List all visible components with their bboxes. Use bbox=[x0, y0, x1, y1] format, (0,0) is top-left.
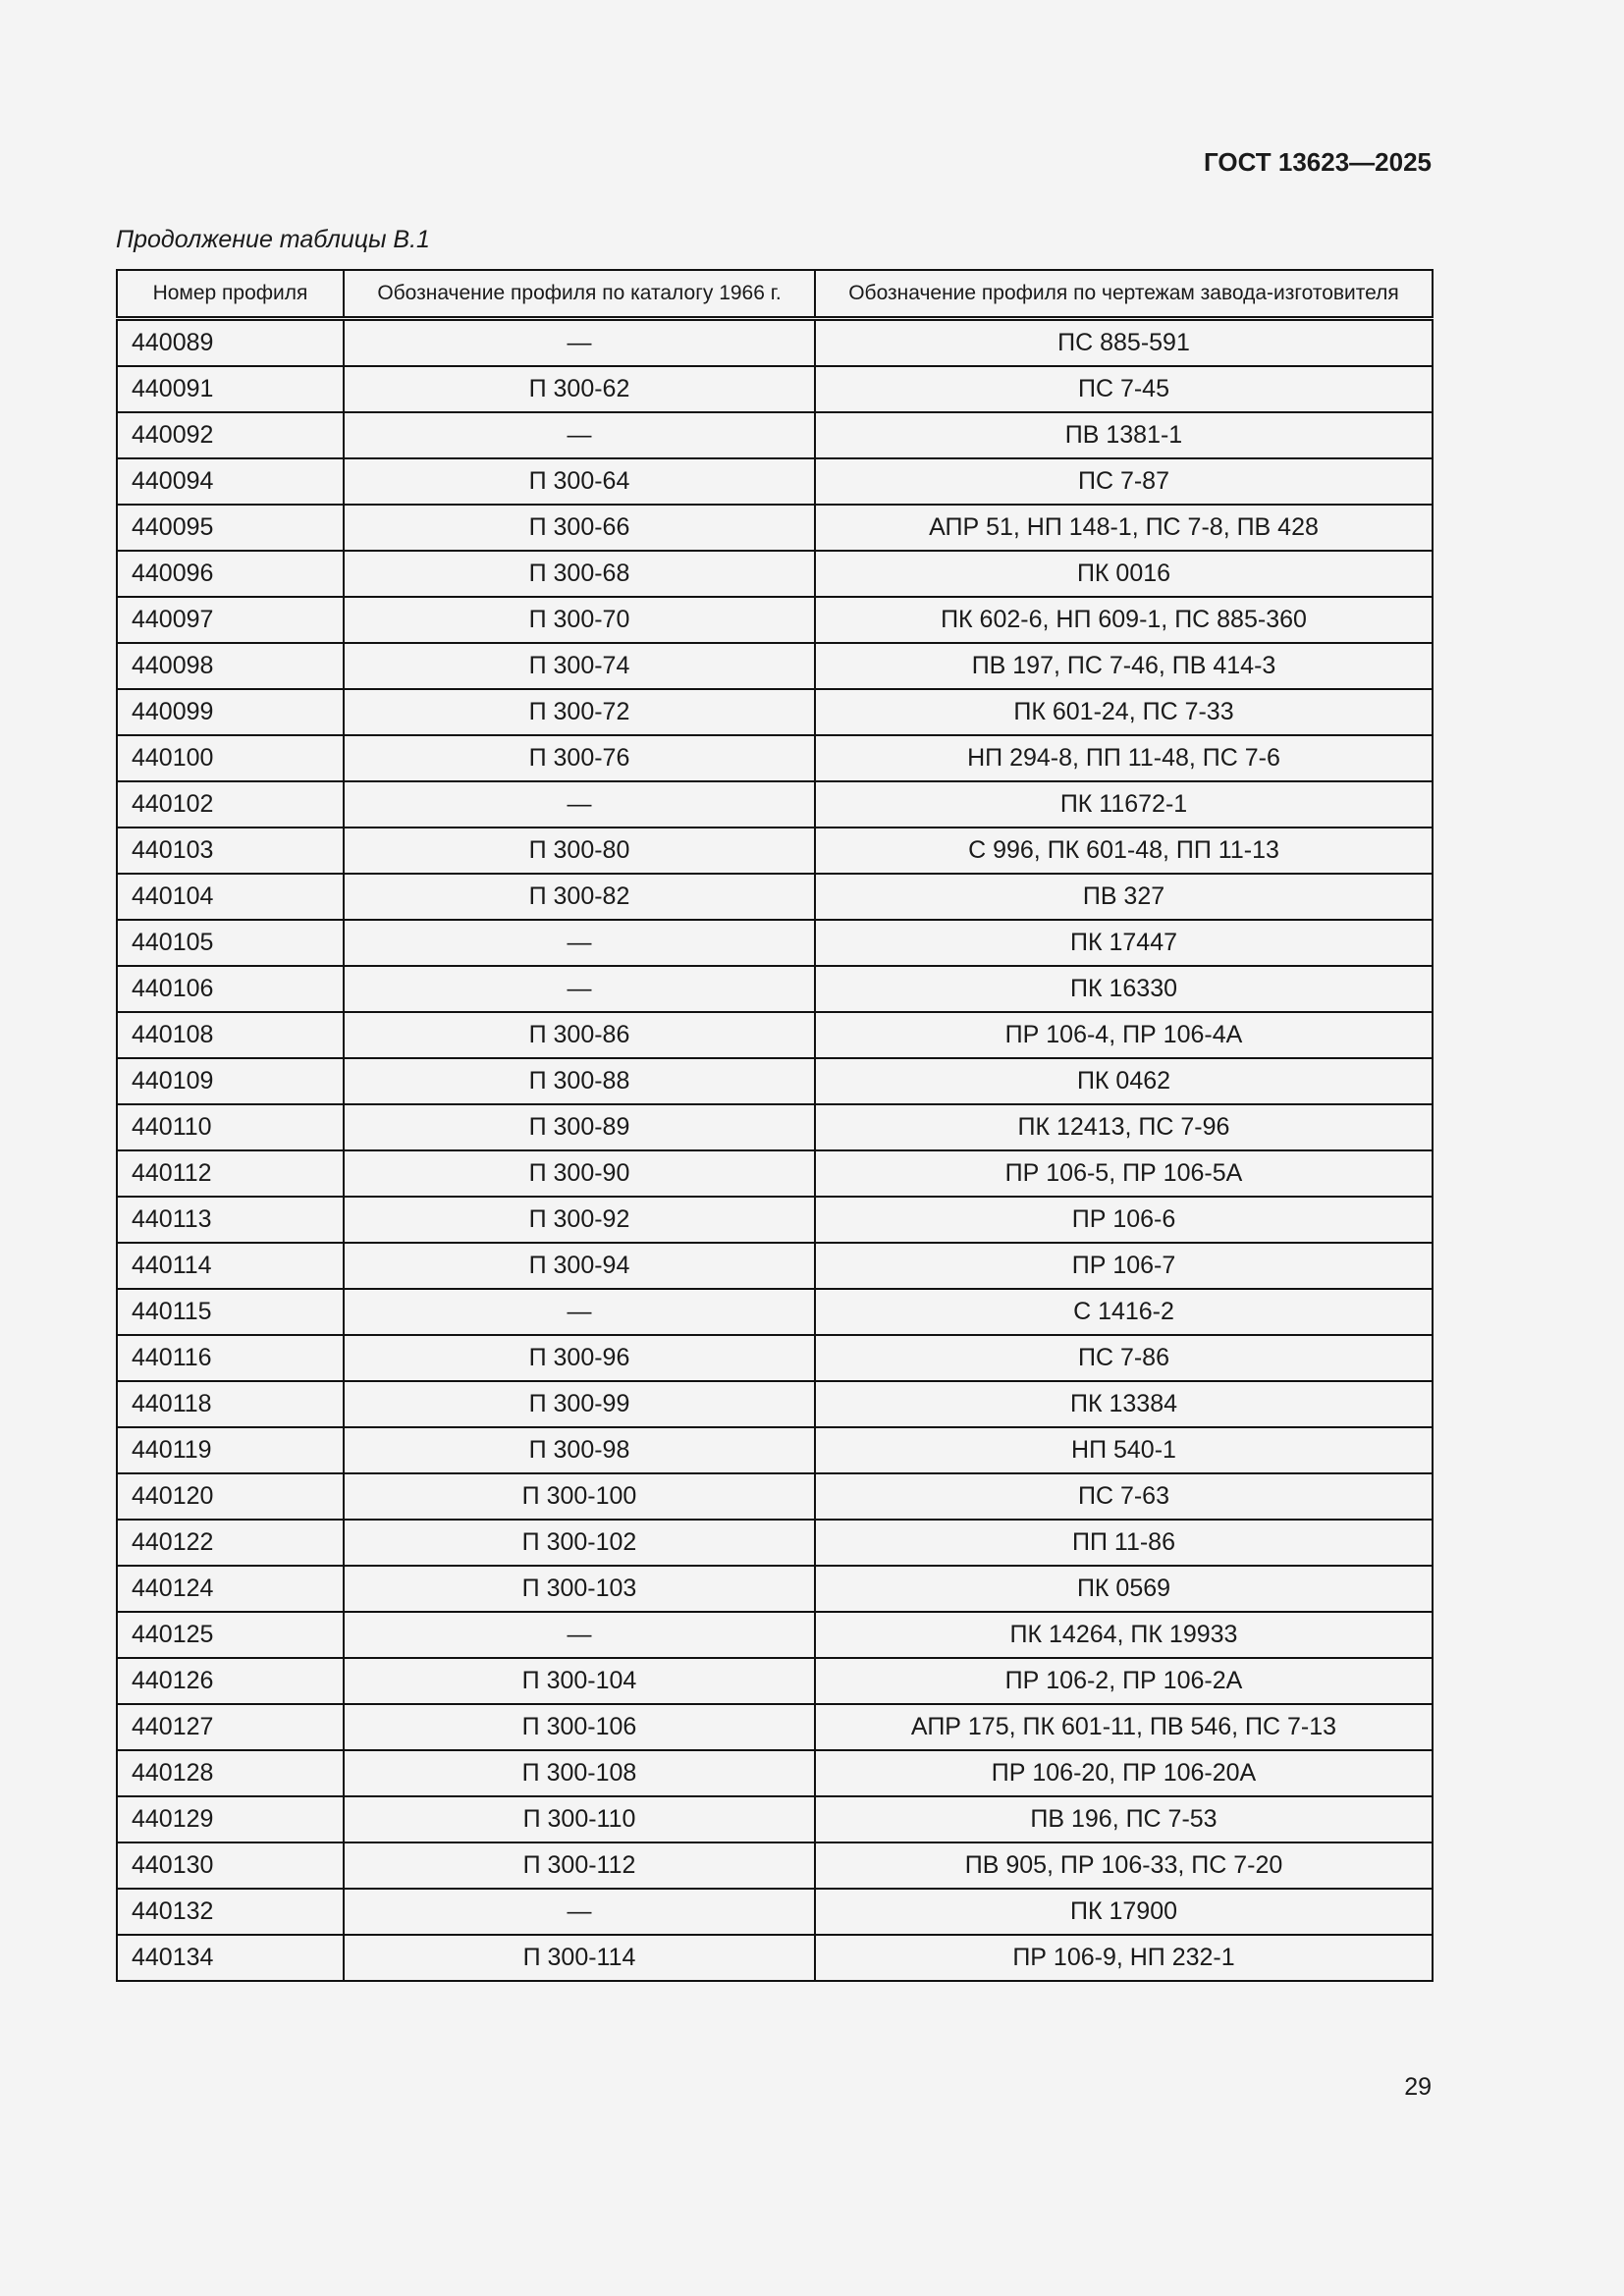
cell-catalog-designation: — bbox=[344, 781, 815, 828]
cell-profile-number: 440104 bbox=[117, 874, 344, 920]
cell-catalog-designation: П 300-89 bbox=[344, 1104, 815, 1150]
cell-catalog-designation: П 300-108 bbox=[344, 1750, 815, 1796]
table-caption: Продолжение таблицы В.1 bbox=[116, 226, 430, 253]
table-row bbox=[117, 689, 1433, 735]
cell-profile-number: 440109 bbox=[117, 1058, 344, 1104]
table-row bbox=[117, 597, 1433, 643]
cell-catalog-designation: П 300-96 bbox=[344, 1335, 815, 1381]
cell-catalog-designation: П 300-110 bbox=[344, 1796, 815, 1842]
table-row bbox=[117, 920, 1433, 966]
cell-factory-designation: ПК 17900 bbox=[815, 1889, 1433, 1935]
table-row bbox=[117, 1473, 1433, 1520]
cell-profile-number: 440120 bbox=[117, 1473, 344, 1520]
table-row bbox=[117, 1750, 1433, 1796]
cell-profile-number: 440105 bbox=[117, 920, 344, 966]
cell-catalog-designation: П 300-90 bbox=[344, 1150, 815, 1197]
cell-profile-number: 440112 bbox=[117, 1150, 344, 1197]
table-row bbox=[117, 1335, 1433, 1381]
table-row bbox=[117, 1058, 1433, 1104]
table-row bbox=[117, 366, 1433, 412]
cell-catalog-designation: П 300-98 bbox=[344, 1427, 815, 1473]
cell-profile-number: 440132 bbox=[117, 1889, 344, 1935]
cell-profile-number: 440097 bbox=[117, 597, 344, 643]
cell-catalog-designation: П 300-72 bbox=[344, 689, 815, 735]
cell-factory-designation: ПР 106-9, НП 232-1 bbox=[815, 1935, 1433, 1981]
cell-profile-number: 440134 bbox=[117, 1935, 344, 1981]
cell-catalog-designation: П 300-86 bbox=[344, 1012, 815, 1058]
cell-catalog-designation: — bbox=[344, 920, 815, 966]
cell-factory-designation: ПР 106-4, ПР 106-4А bbox=[815, 1012, 1433, 1058]
cell-profile-number: 440114 bbox=[117, 1243, 344, 1289]
cell-factory-designation: ПВ 1381-1 bbox=[815, 412, 1433, 458]
table-row bbox=[117, 1197, 1433, 1243]
cell-factory-designation: ПК 17447 bbox=[815, 920, 1433, 966]
cell-catalog-designation: П 300-68 bbox=[344, 551, 815, 597]
table-body bbox=[117, 319, 1433, 1982]
cell-factory-designation: ПК 12413, ПС 7-96 bbox=[815, 1104, 1433, 1150]
cell-profile-number: 440115 bbox=[117, 1289, 344, 1335]
cell-profile-number: 440102 bbox=[117, 781, 344, 828]
cell-catalog-designation: — bbox=[344, 1612, 815, 1658]
cell-catalog-designation: П 300-106 bbox=[344, 1704, 815, 1750]
table-row bbox=[117, 1520, 1433, 1566]
cell-catalog-designation: П 300-70 bbox=[344, 597, 815, 643]
cell-profile-number: 440116 bbox=[117, 1335, 344, 1381]
table-row bbox=[117, 1427, 1433, 1473]
cell-factory-designation: ПК 13384 bbox=[815, 1381, 1433, 1427]
table-row bbox=[117, 1658, 1433, 1704]
cell-catalog-designation: П 300-62 bbox=[344, 366, 815, 412]
table-row bbox=[117, 1104, 1433, 1150]
cell-catalog-designation: П 300-80 bbox=[344, 828, 815, 874]
cell-factory-designation: НП 540-1 bbox=[815, 1427, 1433, 1473]
cell-catalog-designation: — bbox=[344, 412, 815, 458]
cell-factory-designation: ПВ 197, ПС 7-46, ПВ 414-3 bbox=[815, 643, 1433, 689]
cell-profile-number: 440100 bbox=[117, 735, 344, 781]
cell-catalog-designation: П 300-94 bbox=[344, 1243, 815, 1289]
table-row bbox=[117, 1842, 1433, 1889]
cell-factory-designation: ПК 0462 bbox=[815, 1058, 1433, 1104]
cell-factory-designation: С 1416-2 bbox=[815, 1289, 1433, 1335]
cell-factory-designation: НП 294-8, ПП 11-48, ПС 7-6 bbox=[815, 735, 1433, 781]
cell-profile-number: 440119 bbox=[117, 1427, 344, 1473]
table-row bbox=[117, 966, 1433, 1012]
table-row bbox=[117, 1012, 1433, 1058]
cell-factory-designation: ПК 0569 bbox=[815, 1566, 1433, 1612]
cell-profile-number: 440108 bbox=[117, 1012, 344, 1058]
table-row bbox=[117, 1889, 1433, 1935]
cell-factory-designation: АПР 51, НП 148-1, ПС 7-8, ПВ 428 bbox=[815, 505, 1433, 551]
cell-factory-designation: ПК 0016 bbox=[815, 551, 1433, 597]
cell-factory-designation: ПК 602-6, НП 609-1, ПС 885-360 bbox=[815, 597, 1433, 643]
profile-table bbox=[116, 269, 1434, 1982]
cell-factory-designation: ПР 106-20, ПР 106-20А bbox=[815, 1750, 1433, 1796]
cell-factory-designation: ПК 16330 bbox=[815, 966, 1433, 1012]
table-row bbox=[117, 1704, 1433, 1750]
cell-profile-number: 440098 bbox=[117, 643, 344, 689]
cell-catalog-designation: — bbox=[344, 966, 815, 1012]
cell-profile-number: 440099 bbox=[117, 689, 344, 735]
cell-profile-number: 440106 bbox=[117, 966, 344, 1012]
cell-factory-designation: ПР 106-5, ПР 106-5А bbox=[815, 1150, 1433, 1197]
cell-profile-number: 440096 bbox=[117, 551, 344, 597]
cell-profile-number: 440124 bbox=[117, 1566, 344, 1612]
cell-factory-designation: ПС 7-63 bbox=[815, 1473, 1433, 1520]
table-row bbox=[117, 1612, 1433, 1658]
cell-catalog-designation: П 300-102 bbox=[344, 1520, 815, 1566]
cell-catalog-designation: П 300-104 bbox=[344, 1658, 815, 1704]
table-row bbox=[117, 1150, 1433, 1197]
cell-factory-designation: ПР 106-7 bbox=[815, 1243, 1433, 1289]
table-row bbox=[117, 412, 1433, 458]
table-header-row bbox=[117, 270, 1433, 319]
table-row bbox=[117, 874, 1433, 920]
cell-catalog-designation: П 300-92 bbox=[344, 1197, 815, 1243]
cell-profile-number: 440122 bbox=[117, 1520, 344, 1566]
column-header-profile-number: Номер профиля bbox=[117, 270, 344, 319]
cell-catalog-designation: П 300-76 bbox=[344, 735, 815, 781]
cell-catalog-designation: П 300-82 bbox=[344, 874, 815, 920]
table-row bbox=[117, 458, 1433, 505]
cell-profile-number: 440091 bbox=[117, 366, 344, 412]
table-row bbox=[117, 1566, 1433, 1612]
cell-factory-designation: ПС 885-591 bbox=[815, 319, 1433, 367]
cell-catalog-designation: П 300-100 bbox=[344, 1473, 815, 1520]
cell-profile-number: 440126 bbox=[117, 1658, 344, 1704]
cell-catalog-designation: П 300-103 bbox=[344, 1566, 815, 1612]
table-row bbox=[117, 505, 1433, 551]
cell-profile-number: 440118 bbox=[117, 1381, 344, 1427]
cell-profile-number: 440089 bbox=[117, 319, 344, 367]
cell-factory-designation: ПВ 905, ПР 106-33, ПС 7-20 bbox=[815, 1842, 1433, 1889]
cell-profile-number: 440113 bbox=[117, 1197, 344, 1243]
table-row bbox=[117, 781, 1433, 828]
cell-profile-number: 440127 bbox=[117, 1704, 344, 1750]
cell-profile-number: 440092 bbox=[117, 412, 344, 458]
cell-factory-designation: ПР 106-6 bbox=[815, 1197, 1433, 1243]
cell-profile-number: 440125 bbox=[117, 1612, 344, 1658]
cell-factory-designation: С 996, ПК 601-48, ПП 11-13 bbox=[815, 828, 1433, 874]
cell-factory-designation: ПК 601-24, ПС 7-33 bbox=[815, 689, 1433, 735]
column-header-factory-drawings: Обозначение профиля по чертежам завода-изготовителя bbox=[815, 270, 1433, 319]
cell-profile-number: 440103 bbox=[117, 828, 344, 874]
column-header-catalog-1966: Обозначение профиля по каталогу 1966 г. bbox=[344, 270, 815, 319]
page-number: 29 bbox=[1404, 2073, 1432, 2101]
cell-factory-designation: АПР 175, ПК 601-11, ПВ 546, ПС 7-13 bbox=[815, 1704, 1433, 1750]
table-row bbox=[117, 1796, 1433, 1842]
cell-profile-number: 440130 bbox=[117, 1842, 344, 1889]
cell-factory-designation: ПП 11-86 bbox=[815, 1520, 1433, 1566]
cell-profile-number: 440095 bbox=[117, 505, 344, 551]
document-code: ГОСТ 13623—2025 bbox=[1204, 147, 1432, 177]
cell-catalog-designation: П 300-66 bbox=[344, 505, 815, 551]
cell-catalog-designation: П 300-112 bbox=[344, 1842, 815, 1889]
cell-catalog-designation: П 300-99 bbox=[344, 1381, 815, 1427]
table-row bbox=[117, 319, 1433, 367]
cell-catalog-designation: — bbox=[344, 1289, 815, 1335]
table-row bbox=[117, 1381, 1433, 1427]
table-row bbox=[117, 643, 1433, 689]
table-row bbox=[117, 828, 1433, 874]
table-row bbox=[117, 551, 1433, 597]
table-row bbox=[117, 735, 1433, 781]
cell-factory-designation: ПВ 327 bbox=[815, 874, 1433, 920]
cell-catalog-designation: — bbox=[344, 1889, 815, 1935]
cell-catalog-designation: П 300-88 bbox=[344, 1058, 815, 1104]
cell-profile-number: 440128 bbox=[117, 1750, 344, 1796]
cell-factory-designation: ПВ 196, ПС 7-53 bbox=[815, 1796, 1433, 1842]
cell-profile-number: 440110 bbox=[117, 1104, 344, 1150]
cell-factory-designation: ПК 11672-1 bbox=[815, 781, 1433, 828]
cell-catalog-designation: — bbox=[344, 319, 815, 367]
cell-catalog-designation: П 300-74 bbox=[344, 643, 815, 689]
cell-factory-designation: ПК 14264, ПК 19933 bbox=[815, 1612, 1433, 1658]
cell-catalog-designation: П 300-114 bbox=[344, 1935, 815, 1981]
cell-factory-designation: ПР 106-2, ПР 106-2А bbox=[815, 1658, 1433, 1704]
cell-profile-number: 440129 bbox=[117, 1796, 344, 1842]
cell-factory-designation: ПС 7-45 bbox=[815, 366, 1433, 412]
cell-profile-number: 440094 bbox=[117, 458, 344, 505]
table-row bbox=[117, 1243, 1433, 1289]
table-row bbox=[117, 1935, 1433, 1981]
cell-factory-designation: ПС 7-87 bbox=[815, 458, 1433, 505]
cell-catalog-designation: П 300-64 bbox=[344, 458, 815, 505]
cell-factory-designation: ПС 7-86 bbox=[815, 1335, 1433, 1381]
table-row bbox=[117, 1289, 1433, 1335]
